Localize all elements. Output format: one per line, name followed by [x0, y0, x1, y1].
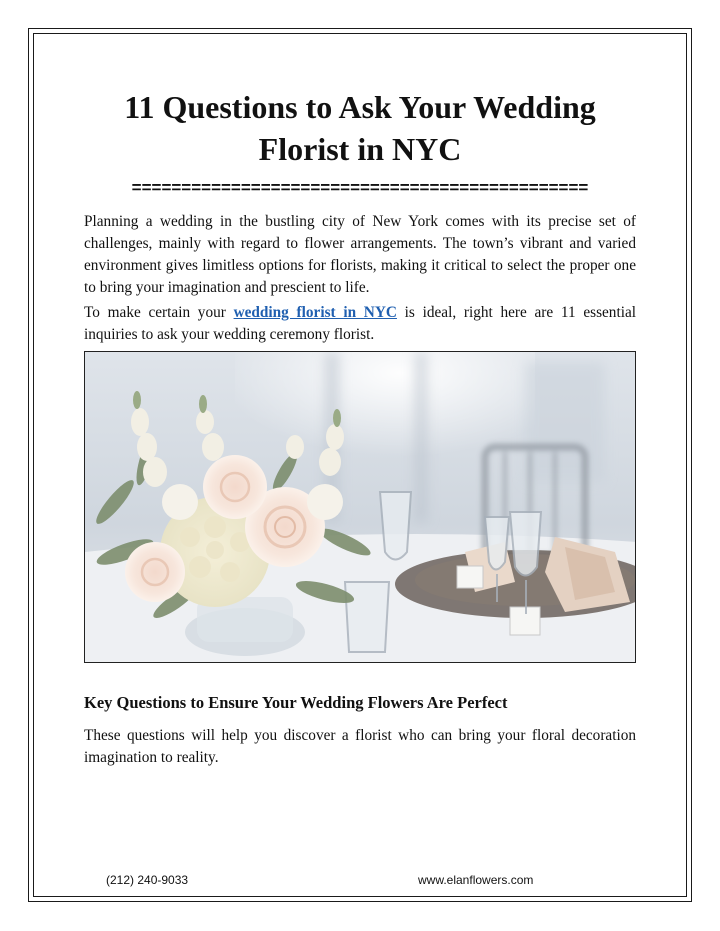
second-paragraph-start: To make certain your: [84, 304, 234, 321]
title-divider: ==============================================: [131, 178, 589, 197]
wedding-florist-link[interactable]: wedding florist in NYC: [233, 304, 397, 321]
section-paragraph: These questions will help you discover a florist who can bring your floral decoration imagination to reality.: [84, 727, 636, 766]
second-paragraph: [84, 302, 636, 346]
intro-paragraph: Planning a wedding in the bustling city of New York comes with its precise set of challenges, mainly with regard to flower arrangements. The town’s vibrant and varied environment gives limitless options for florists, making it critical to select the proper one to bring your imagination and prescient to life.: [84, 213, 636, 296]
second-paragraph-end: is ideal, right here are 11 essential inquiries to ask your wedding ceremony florist.: [84, 304, 636, 343]
footer-phone: (212) 240-9033: [106, 873, 189, 887]
section-heading: Key Questions to Ensure Your Wedding Flowers Are Perfect: [84, 693, 508, 712]
document-title: 11 Questions to Ask Your Wedding Florist in NYC: [124, 89, 596, 167]
wedding-flowers-photo: [84, 351, 636, 663]
footer-website[interactable]: www.elanflowers.com: [418, 873, 534, 887]
